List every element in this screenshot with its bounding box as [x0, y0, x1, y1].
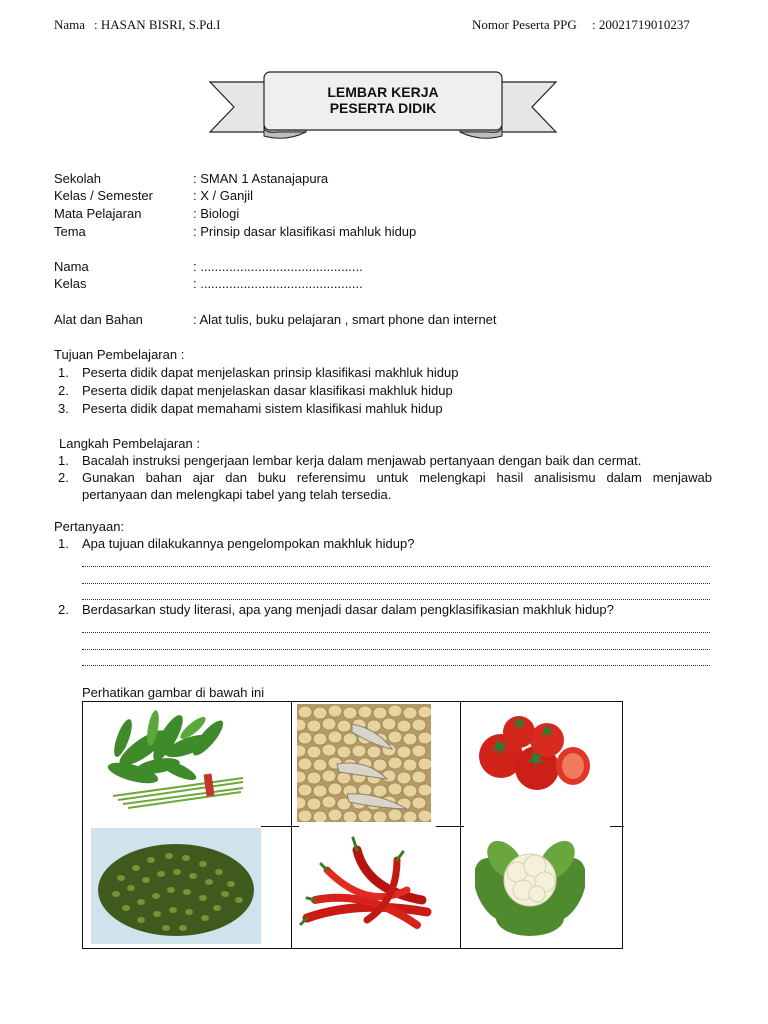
- soybean-icon: [297, 704, 431, 822]
- step-num-1: 1.: [58, 453, 69, 468]
- tomato-icon: [475, 710, 605, 810]
- mung-bean-icon: [91, 828, 261, 944]
- student-class-field[interactable]: : .............................................: [193, 276, 363, 291]
- chili-icon: [297, 830, 437, 942]
- tools-value: : Alat tulis, buku pelajaran , smart phone dan internet: [193, 312, 497, 327]
- objective-text-1: Peserta didik dapat menjelaskan prinsip klasifikasi makhluk hidup: [82, 365, 459, 380]
- image-table: [82, 701, 623, 949]
- info-label-kelas-semester: Kelas / Semester: [54, 188, 153, 203]
- objective-text-3: Peserta didik dapat memahami sistem klasifikasi mahluk hidup: [82, 401, 443, 416]
- question-num-1: 1.: [58, 536, 69, 551]
- step-text-2-line1: Gunakan bahan ajar dan buku referensimu untuk melengkapi hasil analisismu dalam menjawab: [82, 470, 712, 485]
- table-divider: [460, 702, 461, 948]
- table-divider: [610, 826, 624, 827]
- table-divider: [291, 702, 292, 948]
- info-label-tema: Tema: [54, 224, 86, 239]
- objective-num-1: 1.: [58, 365, 69, 380]
- student-name-field[interactable]: : .............................................: [193, 259, 363, 274]
- step-text-2-line2: pertanyaan dan melengkapi tabel yang telah tersedia.: [82, 487, 392, 502]
- header-name-value: : HASAN BISRI, S.Pd.I: [94, 17, 221, 32]
- info-value-tema: : Prinsip dasar klasifikasi mahluk hidup: [193, 224, 417, 239]
- answer-line[interactable]: [82, 622, 710, 633]
- questions-title: Pertanyaan:: [54, 519, 125, 534]
- objective-num-2: 2.: [58, 383, 69, 398]
- table-divider: [436, 826, 464, 827]
- question-text-1: Apa tujuan dilakukannya pengelompokan makhluk hidup?: [82, 536, 415, 551]
- kangkung-icon: [93, 708, 253, 820]
- student-class-label: Kelas: [54, 276, 87, 291]
- header-participant-value: : 20021719010237: [592, 17, 690, 32]
- info-value-mata-pelajaran: : Biologi: [193, 206, 240, 221]
- cauliflower-icon: [475, 834, 585, 940]
- table-divider: [261, 826, 299, 827]
- step-text-1: Bacalah instruksi pengerjaan lembar kerja dalam menjawab pertanyaan dengan baik dan cermat.: [82, 453, 642, 468]
- info-label-sekolah: Sekolah: [54, 171, 101, 186]
- tools-label: Alat dan Bahan: [54, 312, 143, 327]
- banner-title-line2: PESERTA DIDIK: [329, 100, 437, 116]
- objective-text-2: Peserta didik dapat menjelaskan dasar klasifikasi makhluk hidup: [82, 383, 453, 398]
- info-value-kelas-semester: : X / Ganjil: [193, 188, 253, 203]
- objective-num-3: 3.: [58, 401, 69, 416]
- answer-line[interactable]: [82, 655, 710, 666]
- answer-line[interactable]: [82, 556, 710, 567]
- header-participant-label: Nomor Peserta PPG: [472, 17, 577, 32]
- step-num-2: 2.: [58, 470, 69, 485]
- info-value-sekolah: : SMAN 1 Astanajapura: [193, 171, 329, 186]
- banner-title: [268, 84, 498, 116]
- steps-title: Langkah Pembelajaran :: [59, 436, 200, 451]
- objectives-title: Tujuan Pembelajaran :: [54, 347, 185, 362]
- header-name-label: Nama: [54, 17, 86, 32]
- banner-title-line1: LEMBAR KERJA: [327, 84, 439, 100]
- question-num-2: 2.: [58, 602, 69, 617]
- answer-line[interactable]: [82, 639, 710, 650]
- answer-line[interactable]: [82, 589, 710, 600]
- info-label-mata-pelajaran: Mata Pelajaran: [54, 206, 142, 221]
- image-caption: Perhatikan gambar di bawah ini: [82, 685, 265, 700]
- student-name-label: Nama: [54, 259, 89, 274]
- question-text-2: Berdasarkan study literasi, apa yang menjadi dasar dalam pengklasifikasian makhluk hidup?: [82, 602, 614, 617]
- answer-line[interactable]: [82, 573, 710, 584]
